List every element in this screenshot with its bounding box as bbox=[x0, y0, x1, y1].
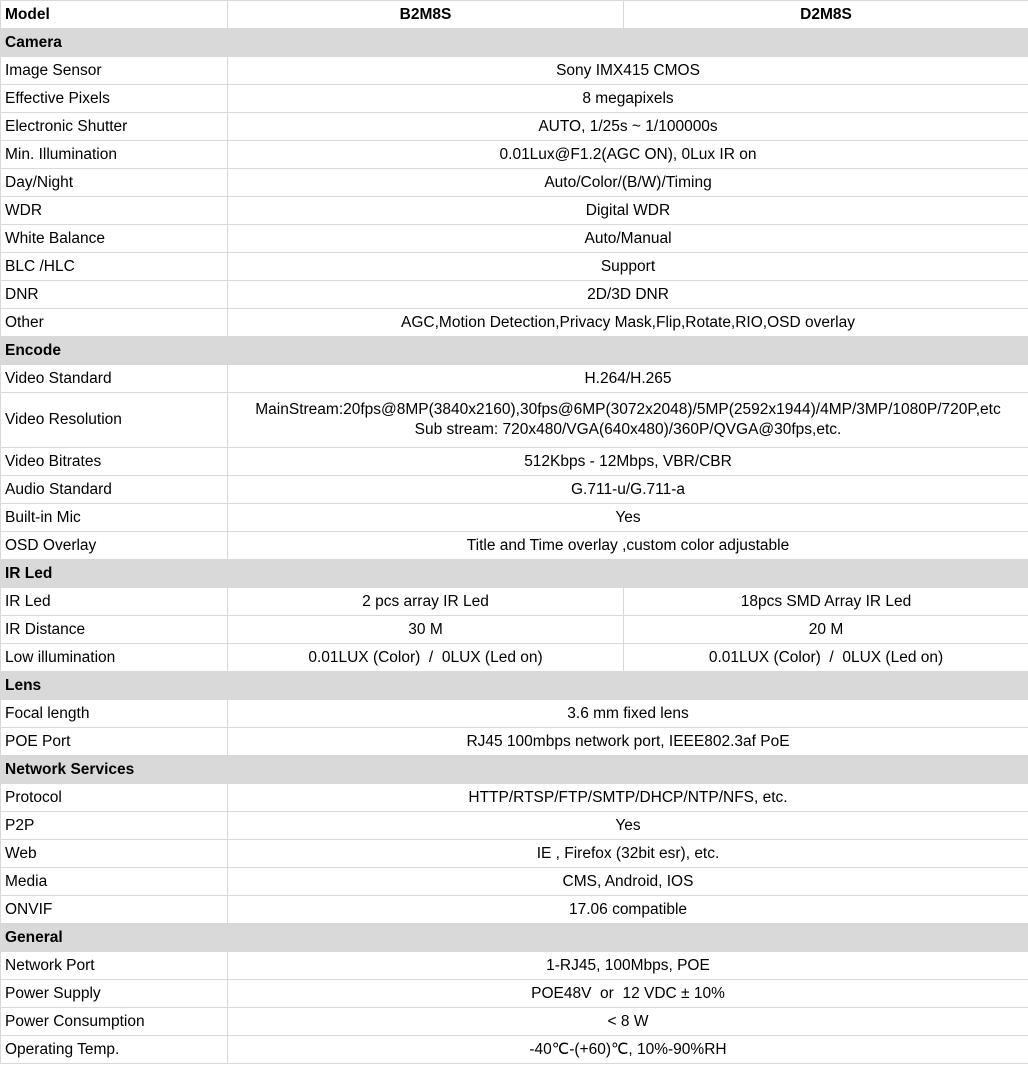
spec-label: Low illumination bbox=[1, 644, 228, 672]
section-general bbox=[1, 924, 1028, 952]
spec-value: 3.6 mm fixed lens bbox=[228, 700, 1028, 728]
spec-label: DNR bbox=[1, 281, 228, 309]
spec-label: Power Supply bbox=[1, 980, 228, 1008]
spec-label: Video Bitrates bbox=[1, 448, 228, 476]
spec-row bbox=[1, 281, 1028, 309]
spec-value: AGC,Motion Detection,Privacy Mask,Flip,Rotate,RIO,OSD overlay bbox=[228, 309, 1028, 337]
spec-label: Video Standard bbox=[1, 365, 228, 393]
spec-label: Web bbox=[1, 840, 228, 868]
spec-label: Audio Standard bbox=[1, 476, 228, 504]
spec-row bbox=[1, 644, 1028, 672]
spec-row bbox=[1, 868, 1028, 896]
spec-label: Operating Temp. bbox=[1, 1036, 228, 1064]
spec-label: BLC /HLC bbox=[1, 253, 228, 281]
section-title: IR Led bbox=[1, 560, 1028, 588]
spec-value-multiline bbox=[228, 393, 1028, 448]
spec-value: IE , Firefox (32bit esr), etc. bbox=[228, 840, 1028, 868]
spec-value: AUTO, 1/25s ~ 1/100000s bbox=[228, 113, 1028, 141]
spec-label: P2P bbox=[1, 812, 228, 840]
section-title: Camera bbox=[1, 29, 1028, 57]
section-title: General bbox=[1, 924, 1028, 952]
spec-value: Title and Time overlay ,custom color adjustable bbox=[228, 532, 1028, 560]
spec-value: 0.01Lux@F1.2(AGC ON), 0Lux IR on bbox=[228, 141, 1028, 169]
spec-row bbox=[1, 448, 1028, 476]
spec-label: White Balance bbox=[1, 225, 228, 253]
section-lens bbox=[1, 672, 1028, 700]
spec-row bbox=[1, 784, 1028, 812]
spec-row bbox=[1, 812, 1028, 840]
spec-value: < 8 W bbox=[228, 1008, 1028, 1036]
spec-label: Media bbox=[1, 868, 228, 896]
spec-label: IR Distance bbox=[1, 616, 228, 644]
section-camera bbox=[1, 29, 1028, 57]
spec-row bbox=[1, 85, 1028, 113]
spec-value: Sony IMX415 CMOS bbox=[228, 57, 1028, 85]
spec-value-d2m8s: 18pcs SMD Array IR Led bbox=[624, 588, 1028, 616]
spec-row bbox=[1, 365, 1028, 393]
spec-value: 8 megapixels bbox=[228, 85, 1028, 113]
spec-row bbox=[1, 169, 1028, 197]
spec-row bbox=[1, 728, 1028, 756]
spec-row bbox=[1, 840, 1028, 868]
section-title: Network Services bbox=[1, 756, 1028, 784]
spec-value-b2m8s: 2 pcs array IR Led bbox=[228, 588, 624, 616]
section-network-services bbox=[1, 756, 1028, 784]
spec-label: POE Port bbox=[1, 728, 228, 756]
spec-value: POE48V or 12 VDC ± 10% bbox=[228, 980, 1028, 1008]
spec-value-d2m8s: 20 M bbox=[624, 616, 1028, 644]
spec-label: Power Consumption bbox=[1, 1008, 228, 1036]
spec-label: OSD Overlay bbox=[1, 532, 228, 560]
spec-value: 17.06 compatible bbox=[228, 896, 1028, 924]
spec-row bbox=[1, 225, 1028, 253]
sub-stream-line: Sub stream: 720x480/VGA(640x480)/360P/QVGA@30fps,etc. bbox=[414, 421, 842, 438]
model-header-d2m8s: D2M8S bbox=[624, 1, 1028, 29]
spec-row bbox=[1, 588, 1028, 616]
spec-row bbox=[1, 952, 1028, 980]
spec-row bbox=[1, 57, 1028, 85]
spec-value-b2m8s: 30 M bbox=[228, 616, 624, 644]
spec-value-d2m8s: 0.01LUX (Color) / 0LUX (Led on) bbox=[624, 644, 1028, 672]
spec-value: G.711-u/G.711-a bbox=[228, 476, 1028, 504]
spec-label: Protocol bbox=[1, 784, 228, 812]
header-row bbox=[1, 1, 1028, 29]
spec-label: Focal length bbox=[1, 700, 228, 728]
section-encode bbox=[1, 337, 1028, 365]
section-title: Lens bbox=[1, 672, 1028, 700]
spec-value: Auto/Color/(B/W)/Timing bbox=[228, 169, 1028, 197]
spec-value: H.264/H.265 bbox=[228, 365, 1028, 393]
spec-row bbox=[1, 476, 1028, 504]
spec-value: 512Kbps - 12Mbps, VBR/CBR bbox=[228, 448, 1028, 476]
spec-label: Effective Pixels bbox=[1, 85, 228, 113]
spec-row bbox=[1, 1008, 1028, 1036]
spec-label: Electronic Shutter bbox=[1, 113, 228, 141]
spec-label: IR Led bbox=[1, 588, 228, 616]
spec-value: -40℃-(+60)℃, 10%-90%RH bbox=[228, 1036, 1028, 1064]
spec-value: Yes bbox=[228, 504, 1028, 532]
spec-row bbox=[1, 113, 1028, 141]
spec-label: Day/Night bbox=[1, 169, 228, 197]
model-header-b2m8s: B2M8S bbox=[228, 1, 624, 29]
spec-row bbox=[1, 309, 1028, 337]
spec-row bbox=[1, 197, 1028, 225]
spec-label: Network Port bbox=[1, 952, 228, 980]
spec-value: CMS, Android, IOS bbox=[228, 868, 1028, 896]
spec-row-video-resolution bbox=[1, 393, 1028, 448]
section-title: Encode bbox=[1, 337, 1028, 365]
spec-row bbox=[1, 504, 1028, 532]
spec-value: Yes bbox=[228, 812, 1028, 840]
spec-label: Min. Illumination bbox=[1, 141, 228, 169]
spec-value: HTTP/RTSP/FTP/SMTP/DHCP/NTP/NFS, etc. bbox=[228, 784, 1028, 812]
spec-value: 1-RJ45, 100Mbps, POE bbox=[228, 952, 1028, 980]
spec-row bbox=[1, 700, 1028, 728]
spec-label: ONVIF bbox=[1, 896, 228, 924]
spec-row bbox=[1, 980, 1028, 1008]
spec-label: Built-in Mic bbox=[1, 504, 228, 532]
spec-row bbox=[1, 141, 1028, 169]
spec-row bbox=[1, 253, 1028, 281]
spec-row bbox=[1, 1036, 1028, 1064]
spec-row bbox=[1, 616, 1028, 644]
spec-row bbox=[1, 896, 1028, 924]
section-ir-led bbox=[1, 560, 1028, 588]
model-header-label: Model bbox=[1, 1, 228, 29]
spec-value: Digital WDR bbox=[228, 197, 1028, 225]
main-stream-line: MainStream:20fps@8MP(3840x2160),30fps@6MP(3072x2048)/5MP(2592x1944)/4MP/3MP/1080P/720P,etc bbox=[255, 401, 1001, 418]
spec-label: WDR bbox=[1, 197, 228, 225]
spec-label: Video Resolution bbox=[1, 393, 228, 448]
spec-value-b2m8s: 0.01LUX (Color) / 0LUX (Led on) bbox=[228, 644, 624, 672]
spec-value: 2D/3D DNR bbox=[228, 281, 1028, 309]
spec-label: Image Sensor bbox=[1, 57, 228, 85]
spec-label: Other bbox=[1, 309, 228, 337]
spec-value: Auto/Manual bbox=[228, 225, 1028, 253]
spec-value: Support bbox=[228, 253, 1028, 281]
spec-value: RJ45 100mbps network port, IEEE802.3af PoE bbox=[228, 728, 1028, 756]
spec-row bbox=[1, 532, 1028, 560]
